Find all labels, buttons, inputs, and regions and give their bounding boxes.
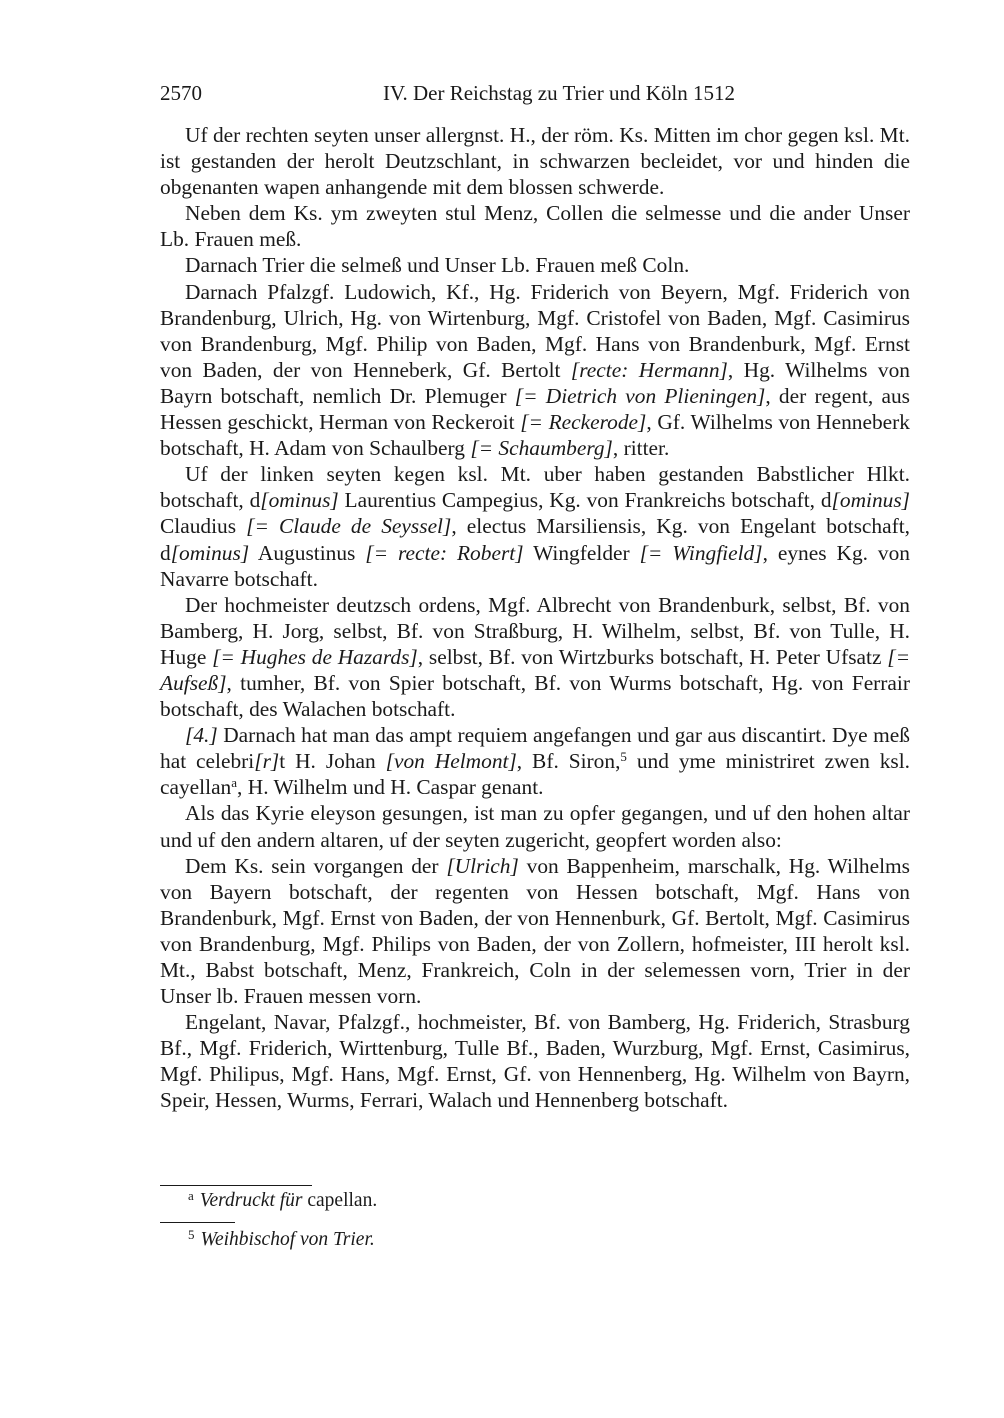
page-header [160,80,910,110]
footnote-italic: Verdruckt für [199,1190,303,1211]
italic-run: [= Aufseß] [160,644,911,695]
italic-run: [r] [254,749,280,774]
text-run: Wingfelder [523,540,640,565]
text-run: , der regent, aus Hessen geschickt, Herman von Reckeroit [160,383,910,435]
italic-run: [4.] [185,723,218,748]
paragraph [160,853,910,1010]
running-title: IV. Der Reichstag zu Trier und Köln 1512 [383,81,735,105]
footnote-italic: Weihbischof von Trier. [200,1229,375,1250]
text-run: , electus Marsiliensis, Kg. von Engelant botschaft, d [160,514,910,565]
text-run: Der hochmeister deutzsch ordens, Mgf. Albrecht von Brandenburk, selbst, Bf. von Bamberg, H. Jorg, selbst, Bf. von Straßburg, H. Wilhelm, selbst, Bf. von Tulle, H. Huge [160,592,910,669]
italic-run: [von Helmont] [385,749,517,774]
italic-run: [= Dietrich von Plieningen] [514,383,766,408]
paragraph [160,722,910,800]
footnote-rule [160,1222,235,1223]
text-run: Neben dem Ks. ym zweyten stul Menz, Collen die selmesse und die ander Unser Lb. Frauen meß. [160,201,910,252]
text-run: , ritter. [612,436,670,461]
text-run: und yme ministriret zwen ksl. cayellan [160,749,911,800]
italic-run: [ominus] [831,488,910,513]
text-run: Laurentius Campegius, Kg. von Frankreichs botschaft, d [338,488,832,513]
italic-run: [= recte: Robert] [365,540,524,565]
paragraph [160,200,910,252]
page-number: 2570 [160,81,202,105]
footnote-rule [160,1185,312,1186]
paragraph [160,592,910,722]
paragraph [160,279,910,462]
text-run: Uf der rechten seyten unser allergnst. H., der röm. Ks. Mitten im chor gegen ksl. Mt. ist gestanden der herolt Deutzschlant, in schwarzen becleidet, vor und hinden die obgenanten wapen anhangende mit dem blossen schwerde. [160,123,910,200]
footnote-text: capellan. [302,1190,378,1211]
footnote-marker: a [188,1188,194,1203]
italic-run: [= Hughes de Hazards] [212,644,418,669]
text-run: Claudius [160,514,247,539]
main-text [160,122,910,1114]
paragraph [160,1009,910,1113]
text-run: von Bappenheim, marschalk, Hg. Wilhelms von Bayern botschaft, der regenten von Hessen botschaft, Mgf. Hans von Brandenburk, Mgf. Ernst von Baden, der von Hennenburk, Gf. Bertolt, Mgf. Casimirus von Brandenburg, Mgf. Philips von Baden, der von Zollern, hofmeister, III herolt ksl. Mt., Babst botschaft, Menz, Frankreich, Coln in der selemessen vorn, Trier in der Unser lb. Frauen messen vorn. [160,853,910,1009]
text-run: , Gf. Wilhelms von Henneberk botschaft, H. Adam von Schaulberg [160,410,910,461]
text-run: Uf der linken seyten kegen ksl. Mt. uber haben gestanden Babstlicher Hlkt. botschaft, d [160,462,910,513]
italic-run: [ominus] [170,540,250,565]
footnote-reference: 5 [620,749,627,765]
italic-run: [recte: Hermann] [570,357,728,382]
footnote-a [188,1189,908,1213]
text-run: , H. Wilhelm und H. Caspar genant. [237,775,544,800]
paragraph [160,252,910,278]
footnote-reference: a [231,775,238,791]
italic-run: [ominus] [260,488,339,513]
italic-run: [= Reckerode] [520,410,647,435]
italic-run: [= Claude de Seyssel] [246,514,452,539]
italic-run: [Ulrich] [446,853,519,878]
text-run: Als das Kyrie eleyson gesungen, ist man zu opfer gegangen, und uf den hohen altar und uf den andern altaren, uf der seyten zugericht, geopfert worden also: [160,801,910,852]
italic-run: [= Schaumberg] [470,436,613,461]
paragraph [160,800,910,852]
text-run: Darnach Trier die selmeß und Unser Lb. Frauen meß Coln. [185,253,690,278]
text-run: Dem Ks. sein vorgangen der [185,853,447,878]
text-run: Darnach hat man das ampt requiem angefangen und gar aus discantirt. Dye meß hat celebri [160,723,910,774]
paragraph [160,122,910,200]
text-run: , tumher, Bf. von Spier botschaft, Bf. von Wurms botschaft, Hg. von Ferrair botschaft, des Walachen botschaft. [160,670,910,722]
text-run: Engelant, Navar, Pfalzgf., hochmeister, Bf. von Bamberg, Hg. Friderich, Strasburg Bf., Mgf. Friderich, Wirttenburg, Tulle Bf., Baden, Wurzburg, Mgf. Ernst, Casimirus, Mgf. Philipus, Mgf. Hans, Mgf. Ernst, Gf. von Hennenberg, Hg. Wilhelm von Bayrn, Speir, Hessen, Wurms, Ferrari, Walach und Hennenberg botschaft. [160,1010,910,1113]
text-run: , selbst, Bf. von Wirtzburks botschaft, H. Peter Ufsatz [417,644,888,669]
italic-run: [= Wingfield] [639,540,763,565]
text-run: t H. Johan [279,749,386,774]
footnote-marker: 5 [188,1227,195,1242]
text-run: , Bf. Siron, [516,749,621,774]
text-run: Darnach Pfalzgf. Ludowich, Kf., Hg. Friderich von Beyern, Mgf. Friderich von Brandenburg, Ulrich, Hg. von Wirtenburg, Mgf. Cristofel von Baden, Mgf. Casimirus von Brandenburg, Mgf. Philip von Baden, Mgf. Hans von Brandenburk, Mgf. Ernst von Baden, der von Henneberk, Gf. Bertolt [160,279,910,382]
paragraph [160,461,910,591]
footnote-5 [188,1228,908,1252]
text-run: , Hg. Wilhelms von Bayrn botschaft, nemlich Dr. Plemuger [160,357,910,408]
text-run: Augustinus [249,540,366,565]
text-run: , eynes Kg. von Navarre botschaft. [160,540,910,591]
